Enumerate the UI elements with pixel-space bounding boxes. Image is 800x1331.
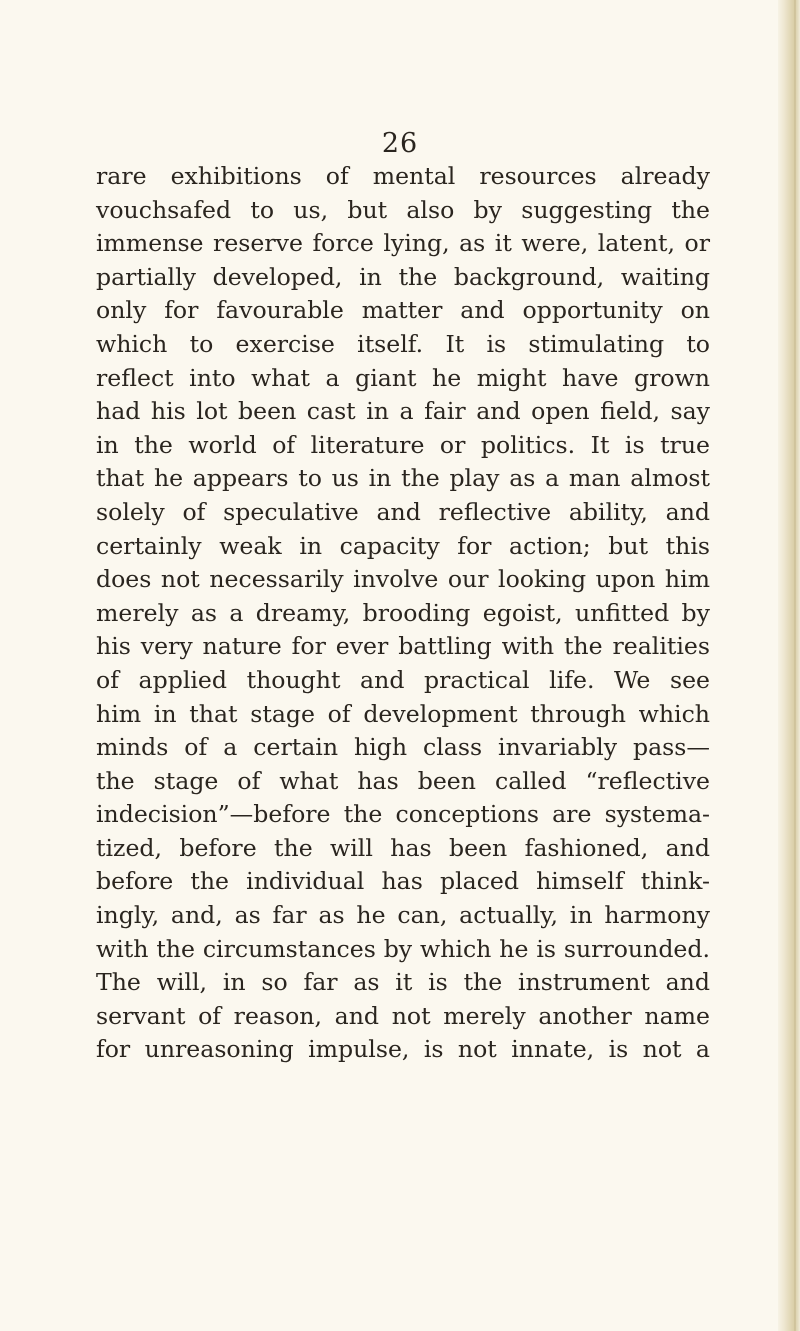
text-line: vouchsafed to us, but also by suggesting the	[96, 195, 710, 224]
text-line: tized, before the will has been fashioned, and	[96, 833, 710, 862]
page-edge-line	[794, 0, 796, 1331]
page-edge-shadow	[778, 0, 800, 1331]
text-line: solely of speculative and reflective ability, and	[96, 497, 710, 526]
text-line: indecision”—before the conceptions are systema-	[96, 800, 710, 829]
text-line: does not necessarily involve our looking upon him	[96, 565, 710, 594]
text-line: rare exhibitions of mental resources already	[96, 162, 710, 190]
page-number: 26	[381, 128, 419, 159]
text-line: had his lot been cast in a fair and open field, say	[96, 397, 710, 426]
text-line: which to exercise itself. It is stimulating to	[96, 329, 710, 358]
text-line: reflect into what a giant he might have grown	[96, 363, 710, 392]
text-line: that he appears to us in the play as a man almost	[96, 464, 710, 493]
text-line: The will, in so far as it is the instrument and	[96, 968, 710, 997]
text-line: in the world of literature or politics. It is true	[96, 430, 710, 459]
text-line: for unreasoning impulse, is not innate, is not a	[96, 1035, 710, 1064]
text-line: before the individual has placed himself think-	[96, 867, 710, 896]
text-line: partially developed, in the background, waiting	[96, 262, 710, 291]
text-line: only for favourable matter and opportunity on	[96, 296, 710, 325]
text-line: ingly, and, as far as he can, actually, in harmony	[96, 901, 710, 930]
text-line: the stage of what has been called “reflective	[96, 766, 710, 795]
text-line: his very nature for ever battling with the realities	[96, 632, 710, 661]
text-line: certainly weak in capacity for action; but this	[96, 531, 710, 560]
text-line: immense reserve force lying, as it were, latent, or	[96, 229, 710, 258]
text-line: with the circumstances by which he is surrounded.	[96, 934, 710, 963]
text-line: of applied thought and practical life. We see	[96, 665, 710, 694]
body-text	[96, 160, 710, 1067]
text-line: minds of a certain high class invariably pass—	[96, 733, 710, 762]
text-line: him in that stage of development through which	[96, 699, 710, 728]
text-line: servant of reason, and not merely another name	[96, 1001, 710, 1030]
text-line: merely as a dreamy, brooding egoist, unfitted by	[96, 598, 710, 627]
